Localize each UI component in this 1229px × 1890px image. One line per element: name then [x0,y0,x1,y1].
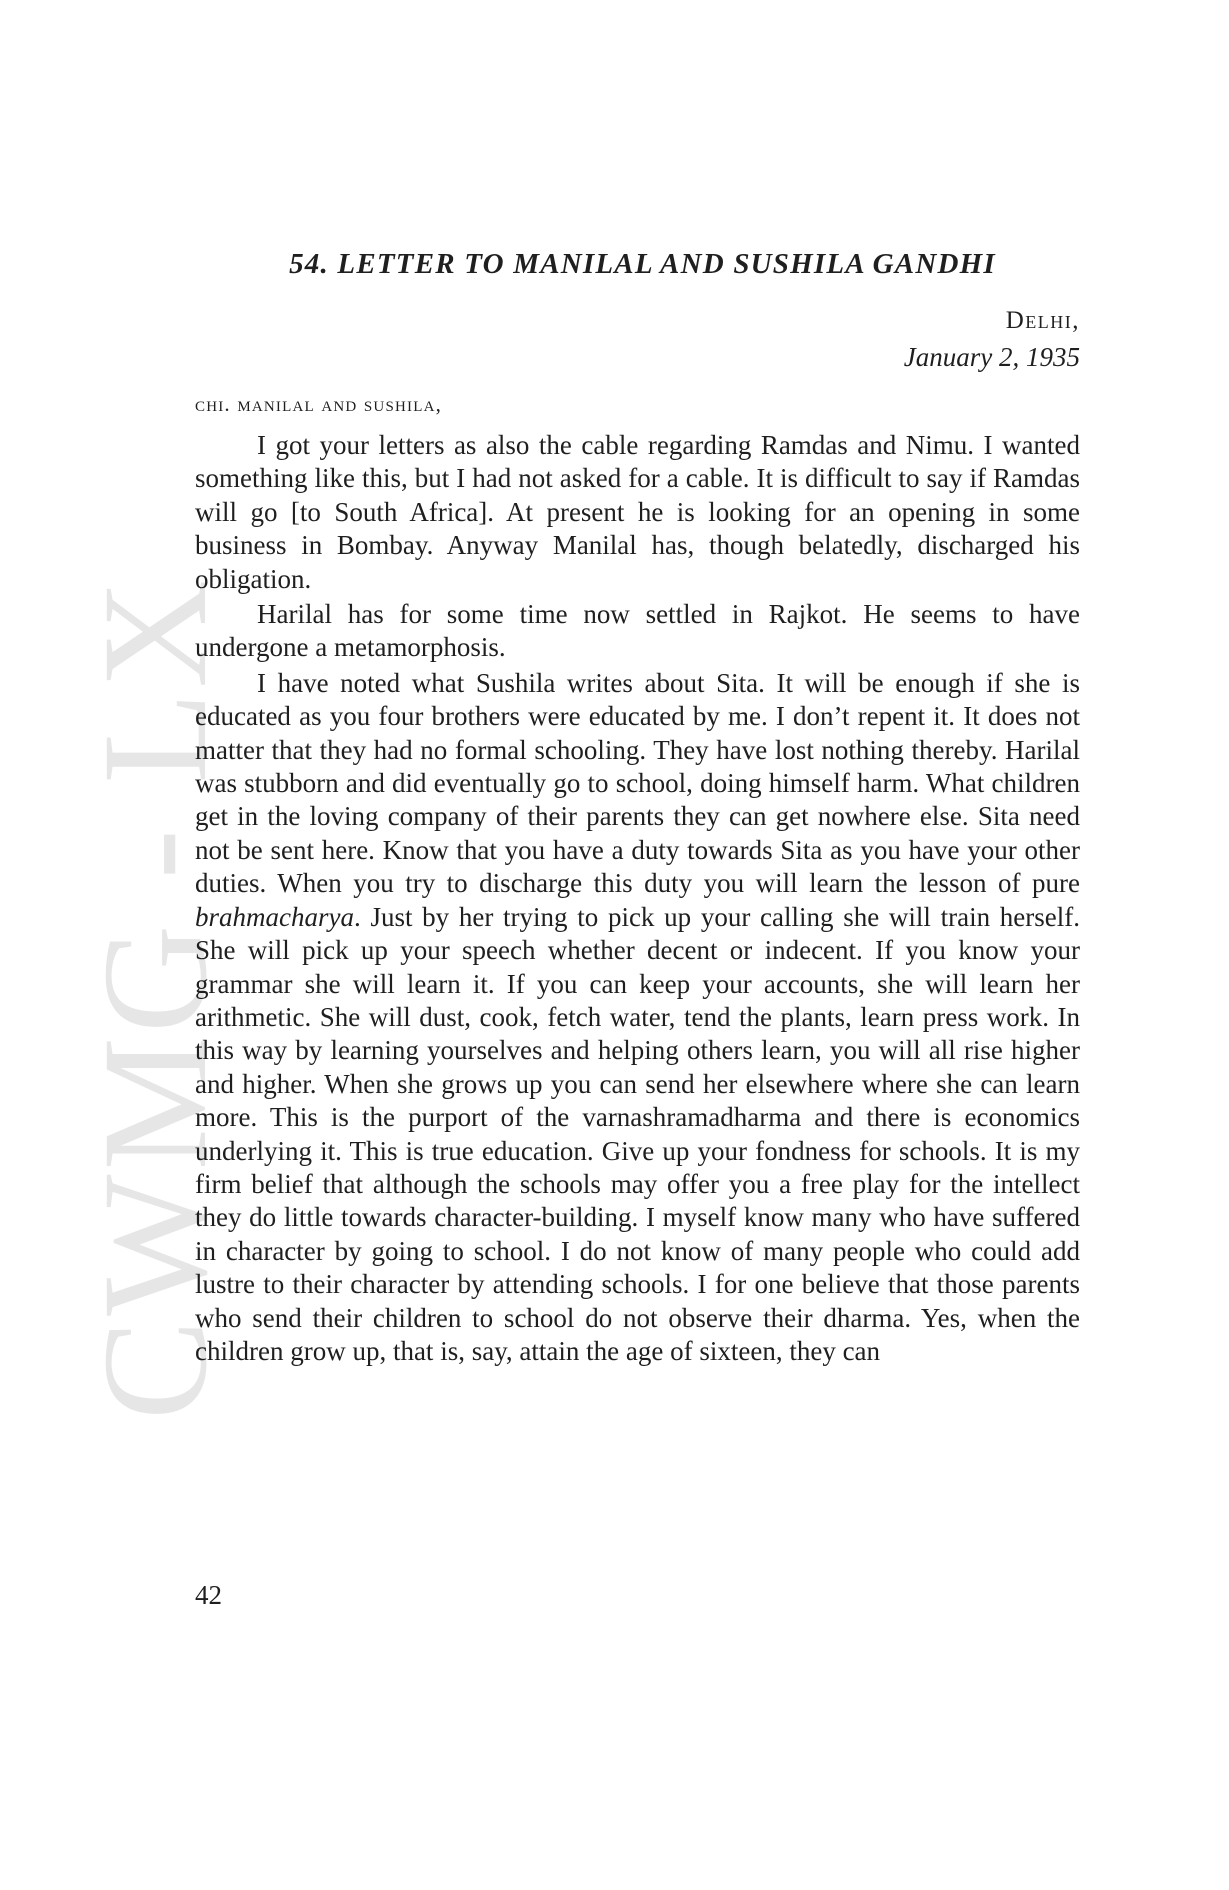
italic-term: brahmacharya [195,901,354,932]
paragraph-3 [195,667,1080,1369]
letter-date: January 2, 1935 [903,342,1080,372]
watermark [70,520,238,1420]
letter-place: Delhi, [1005,307,1080,334]
letter-heading: 54. LETTER TO MANILAL AND SUSHILA GANDHI [289,248,996,280]
paragraph-3-part-2: . Just by her trying to pick up your calling she will train herself. She will pick up your speech whether decent or indecent. If you know your grammar she will learn it. If you can keep your accounts, she will learn her arithmetic. She will dust, cook, fetch water, tend the plants, learn press work. In this way by learning yourselves and helping others learn, you will all rise higher and higher. When she grows up you can send her elsewhere where she can learn more. This is the purport of the varnashramadharma and there is economics underlying it. This is true education. Give up your fondness for schools. It is my firm belief that although the schools may offer you a free play for the intellect they do little towards character-building. I myself know many who have suffered in character by going to school. I do not know of many people who could add lustre to their character by attending schools. I for one believe that those parents who send their children to school do not observe their dharma. Yes, when the children grow up, that is, say, attain the age of sixteen, they can [195,901,1080,1366]
watermark-text: CWMG - LX [72,575,238,1420]
salutation: chi. manilal and sushila, [195,392,443,416]
paragraph-2: Harilal has for some time now settled in Rajkot. He seems to have undergone a metamorphosis. [195,599,1080,663]
paragraph-1: I got your letters as also the cable regarding Ramdas and Nimu. I wanted something like this, but I had not asked for a cable. It is difficult to say if Ramdas will go [to South Africa]. At present he is looking for an opening in some business in Bombay. Anyway Manilal has, though belatedly, discharged his obligation. [195,430,1080,594]
letter-body [195,248,1080,1368]
paragraph-3-part-1: I have noted what Sushila writes about Sita. It will be enough if she is educated as you four brothers were educated by me. I don’t repent it. It does not matter that they had no formal schooling. They have lost nothing thereby. Harilal was stubborn and did eventually go to school, doing himself harm. What children get in the loving company of their parents they can get nowhere else. Sita need not be sent here. Know that you have a duty towards Sita as you have your other duties. When you try to discharge this duty you will learn the lesson of pure [195,667,1080,899]
page-number: 42 [195,1580,222,1610]
